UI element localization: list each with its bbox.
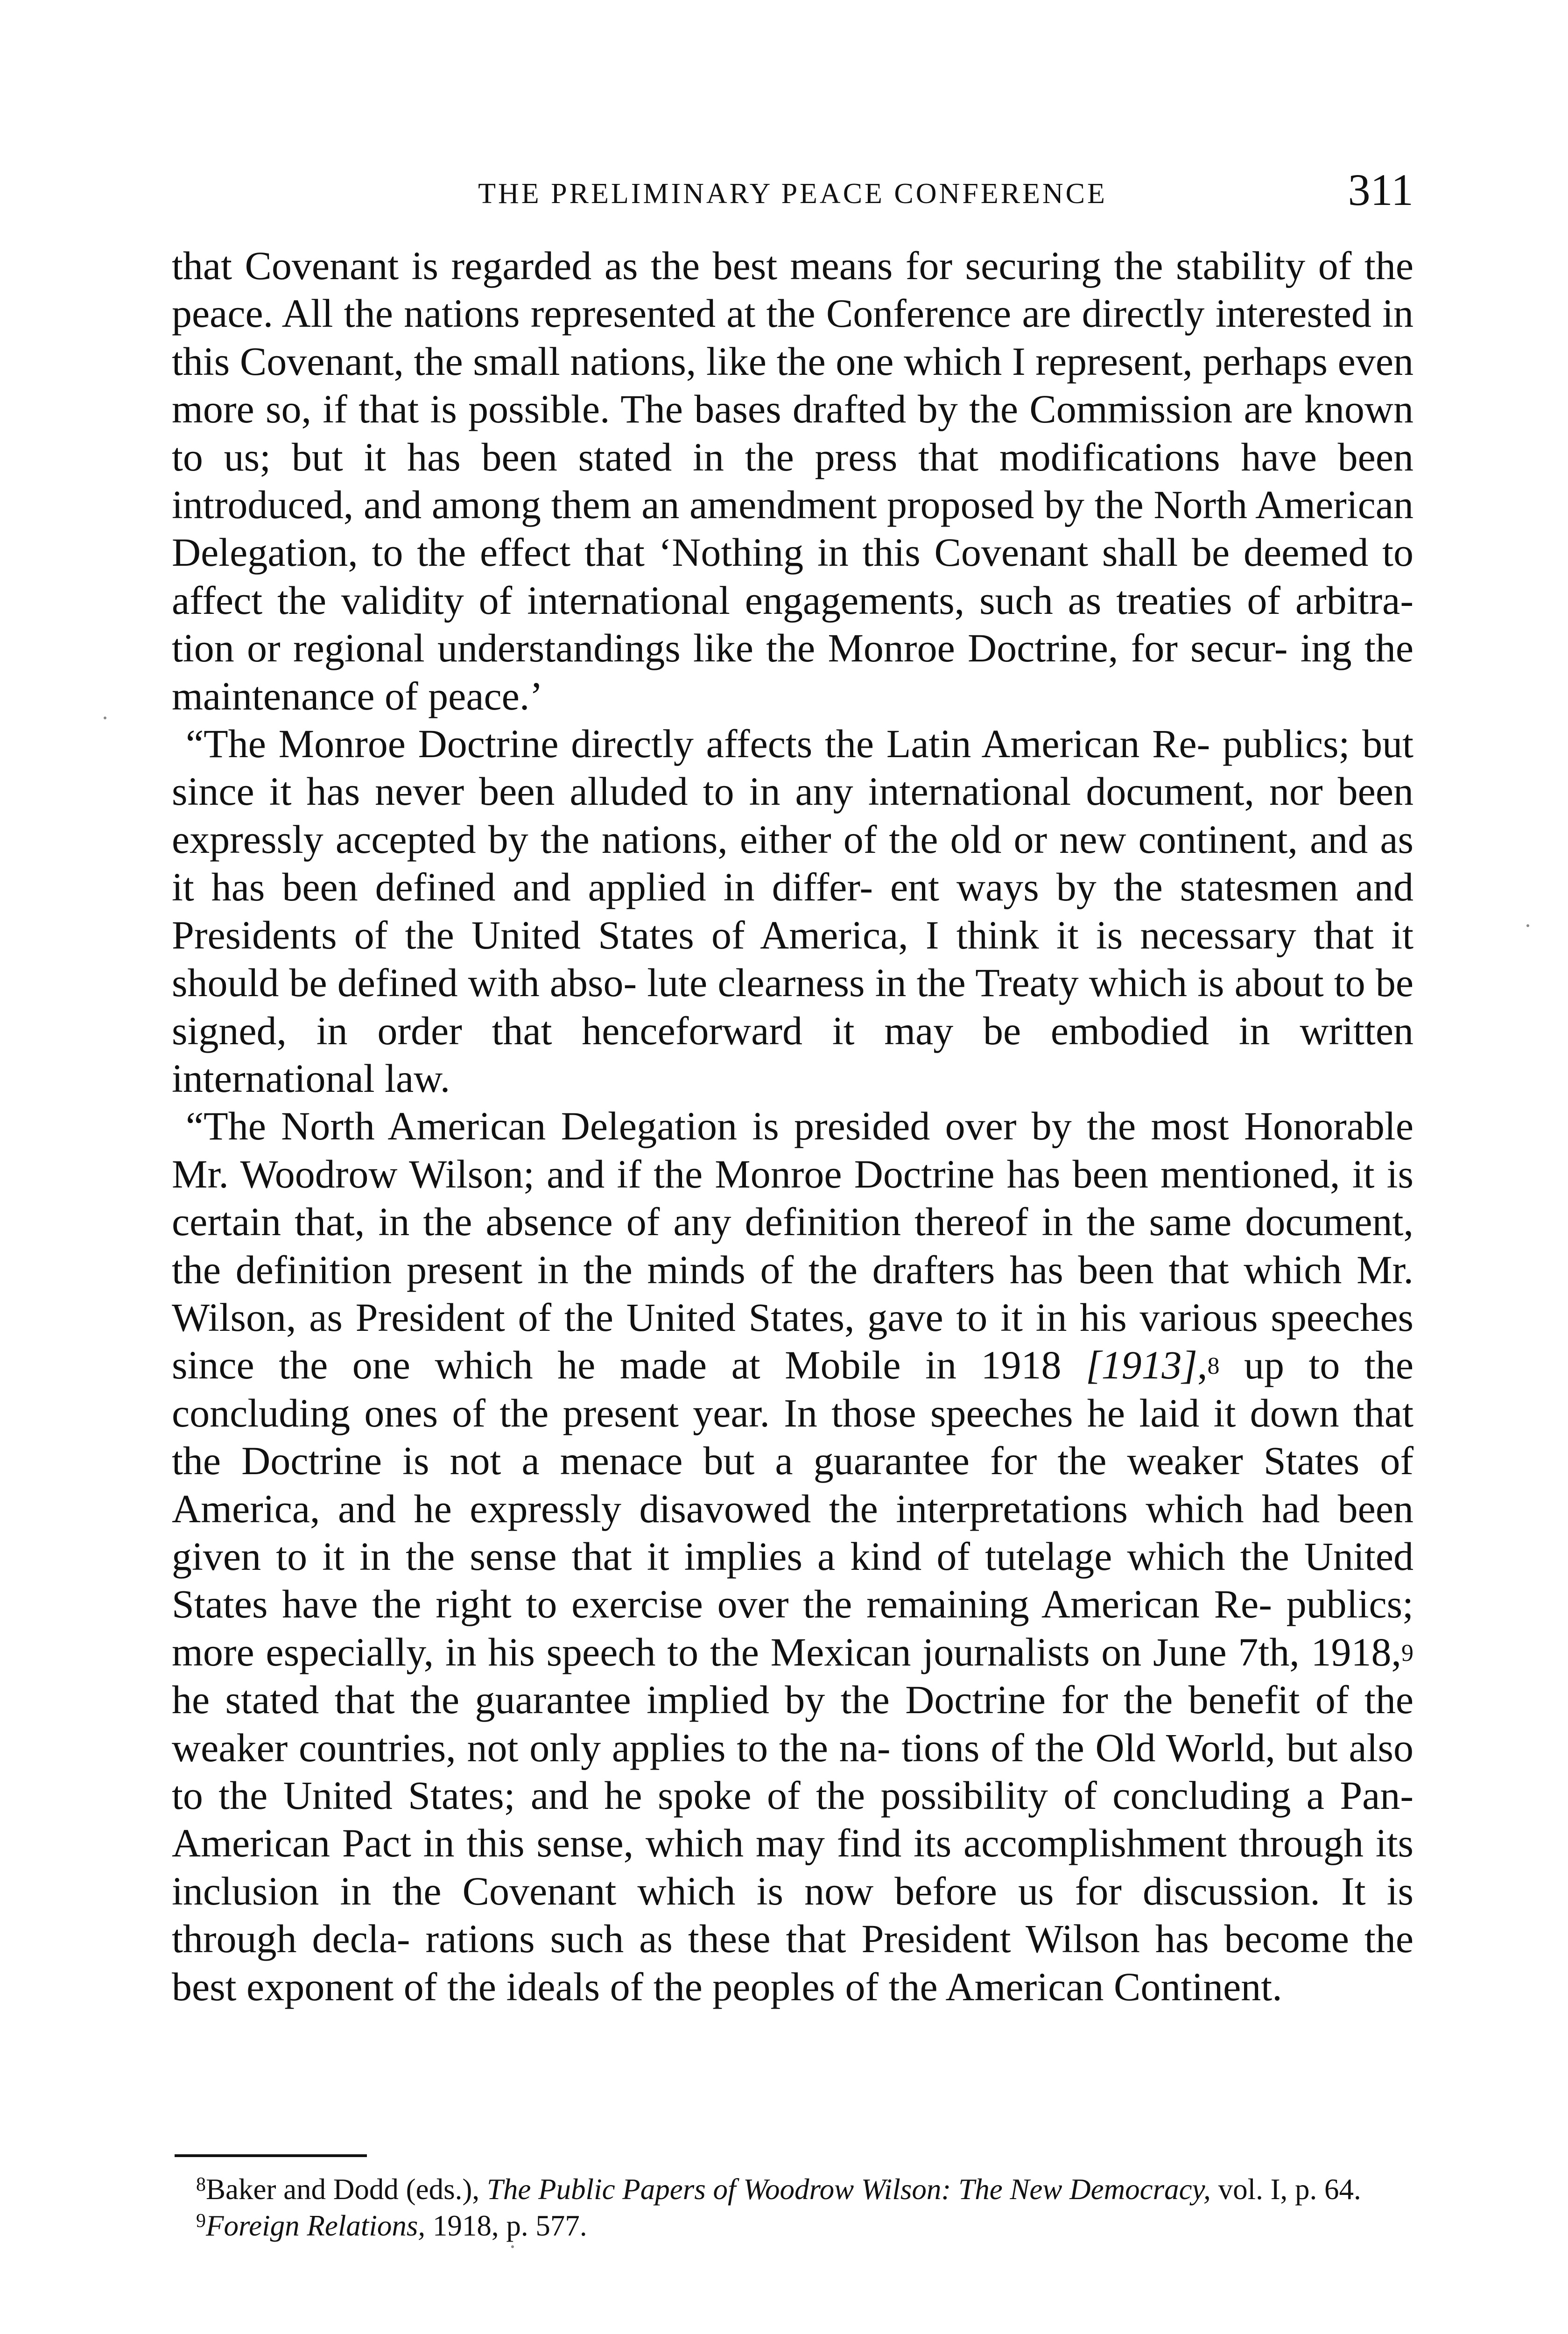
footnote-ref-9[interactable]: 9 xyxy=(1401,1639,1413,1666)
footnote-rule xyxy=(175,2154,367,2157)
footnote-9-rest: 1918, p. 577. xyxy=(432,2209,587,2242)
footnote-9-mark: 9 xyxy=(196,2210,206,2232)
paragraph-3-part-b: up to the concluding ones of the present year. In those speeches he laid it down that the Doctrine is not a menace but a guarantee for the weaker States of America, and he expressly disavowed the interpretations which had been given to it in the sense that it implies a kind of tutelage which the United States have the right to exercise over the remaining American Re- publics; more especially, in his speech to the Mexican journalists on June 7th, 1918, xyxy=(172,1343,1413,1674)
paragraph-3 xyxy=(172,1102,1413,2011)
footnotes xyxy=(172,2173,1413,2246)
body-text xyxy=(172,242,1413,2011)
page-number: 311 xyxy=(1348,165,1413,215)
page-header xyxy=(172,164,1413,216)
paper-speck xyxy=(1526,924,1529,927)
comma: , xyxy=(1197,1343,1208,1388)
running-head: THE PRELIMINARY PEACE CONFERENCE xyxy=(478,178,1107,210)
footnote-ref-8[interactable]: 8 xyxy=(1207,1353,1220,1380)
footnote-8-rest: vol. I, p. 64. xyxy=(1218,2173,1361,2206)
footnote-9-title: Foreign Relations, xyxy=(206,2209,426,2242)
paragraph-3-part-c: he stated that the guarantee implied by the Doctrine for the benefit of the weaker countries, not only applies to the na- tions of the Old World, but also to the United States; and he spoke of the possibility of concluding a Pan-American Pact in this sense, which may find its accomplishment through its inclusion in the Covenant which is now before us for discussion. It is through decla- rations such as these that President Wilson has become the best exponent of the ideals of the peoples of the American Continent. xyxy=(172,1677,1413,2009)
paragraph-3-part-a: “The North American Delegation is presided over by the most Honorable Mr. Woodrow Wilson; and if the Monroe Doctrine has been mentioned, it is certain that, in the absence of any definition thereof in the same document, the definition present in the minds of the drafters has been that which Mr. Wilson, as President of the United States, gave to it in his various speeches since the one which he made at Mobile in 1918 xyxy=(172,1104,1413,1388)
footnote-8-authors: Baker and Dodd (eds.), xyxy=(206,2173,480,2206)
paragraph-1: that Covenant is regarded as the best means for securing the stability of the peace. All the nations represented at the Conference are directly interested in this Covenant, the small nations, like the one which I represent, perhaps even more so, if that is possible. The bases drafted by the Commission are known to us; but it has been stated in the press that modifications have been introduced, and among them an amendment proposed by the North American Delegation, to the effect that ‘Nothing in this Covenant shall be deemed to affect the validity of international engagements, such as treaties of arbitra- tion or regional understandings like the Monroe Doctrine, for secur- ing the maintenance of peace.’ xyxy=(172,243,1413,718)
footnote-8 xyxy=(172,2173,1413,2209)
footnote-8-title: The Public Papers of Woodrow Wilson: The New Democracy, xyxy=(486,2173,1211,2206)
footnote-8-mark: 8 xyxy=(196,2174,206,2195)
paper-speck xyxy=(511,2245,514,2248)
paper-speck xyxy=(104,717,106,719)
bracketed-year: [1913] xyxy=(1086,1343,1197,1388)
paragraph-2: “The Monroe Doctrine directly affects the Latin American Re- publics; but since it has never been alluded to in any international document, nor been expressly accepted by the nations, either of the old or new continent, and as it has been defined and applied in differ- ent ways by the statesmen and Presidents of the United States of America, I think it is necessary that it should be defined with abso- lute clearness in the Treaty which is about to be signed, in order that henceforward it may be embodied in written international law. xyxy=(172,721,1413,1101)
footnote-9 xyxy=(172,2209,1413,2246)
